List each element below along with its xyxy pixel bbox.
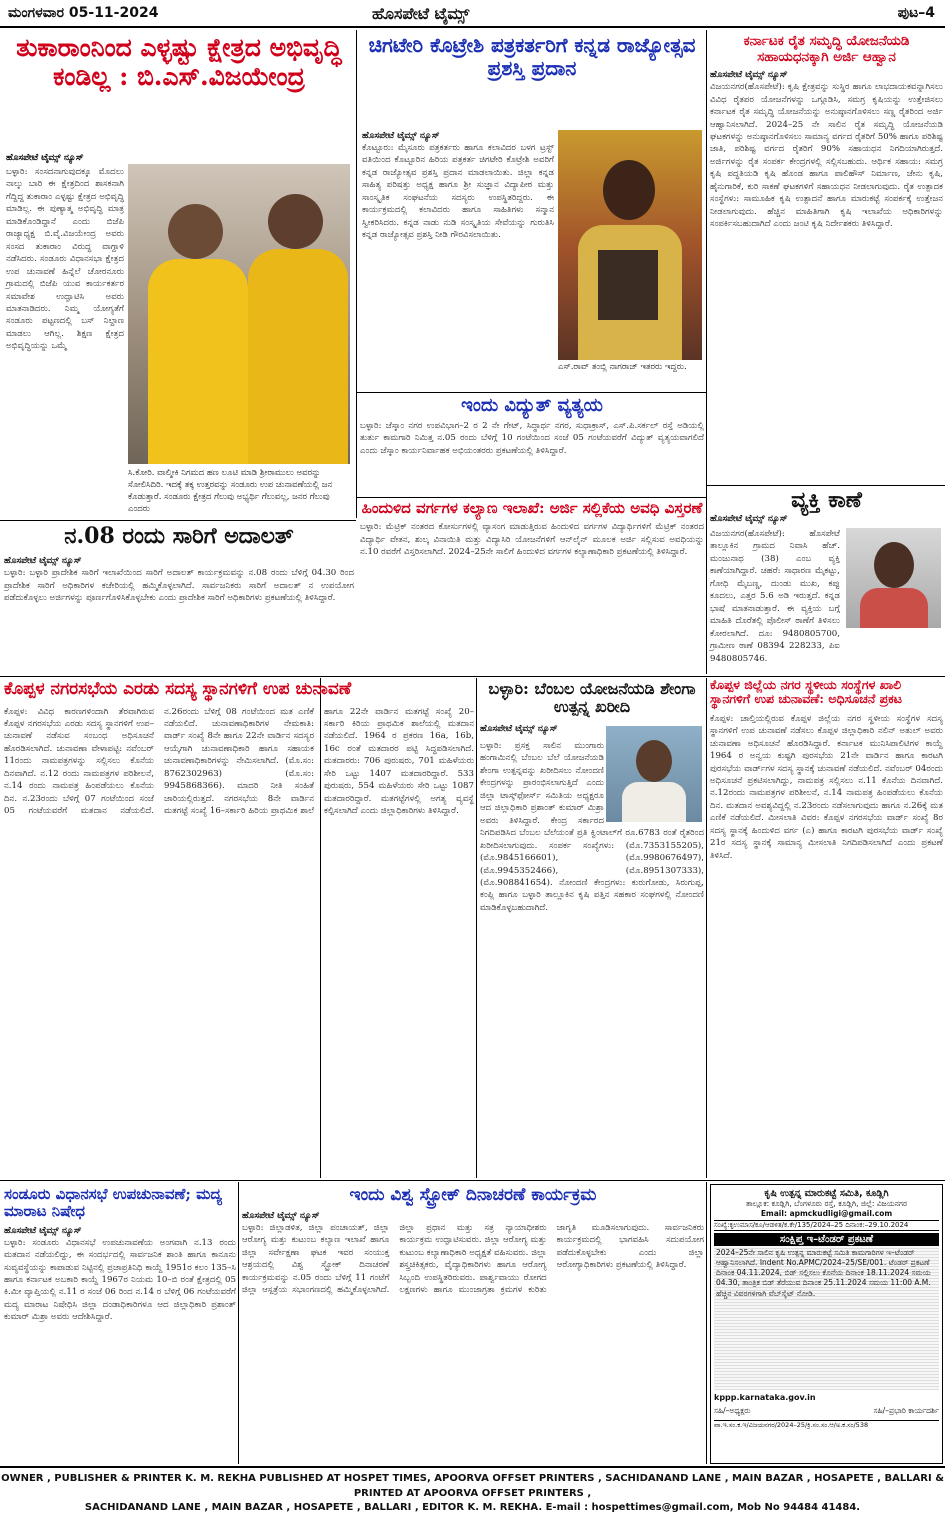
signature-left: ಸಹಿ/–ಅಧ್ಯಕ್ಷರು [714,1406,751,1415]
article-missing-person [710,488,943,674]
article-koppal-ulb-election [710,678,943,1178]
article-award [360,34,704,390]
article-body: ಕೊಪ್ಪಳ: ವಿವಿಧ ಕಾರಣಗಳಿಂದಾಗಿ ತೆರವಾಗಿರುವ ಕೊಪ್ಪಳ ನಗರಸಭೆಯ ಎರಡು ಸದಸ್ಯ ಸ್ಥಾನಗಳಿಗೆ ಉಪ–ಚುನಾವಣೆ ನಡೆಸುವ ಸಂಬಂಧ ಅಧಿಸೂಚನೆ ಹೊರಡಿಸಲಾಗಿದೆ. ಚುನಾವಣಾ ವೇಳಾಪಟ್ಟಿ: ನವೆಂಬರ್ 11ರಂದು ನಾಮಪತ್ರಗಳನ್ನು ಸಲ್ಲಿಸಲು ಕೊನೆಯ ದಿನವಾಗಿದೆ. ನ.12 ರಂದು ನಾಮಪತ್ರಗಳ ಪರಿಶೀಲನೆ, ನ.14 ರಂದು ನಾಮಪತ್ರ ಹಿಂಪಡೆಯಲು ಕೊನೆಯ ದಿನ. ನ.23ರಂದು ಬೆಳಿಗ್ಗೆ 07 ಗಂಟೆಯಿಂದ ಸಂಜೆ 05 ಗಂಟೆಯವರೆಗೆ ಮತದಾನ ನಡೆಯಲಿದೆ. ನ.26ರಂದು ಬೆಳಿಗ್ಗೆ 08 ಗಂಟೆಯಿಂದ ಮತ ಎಣಿಕೆ ನಡೆಯಲಿದೆ. ಚುನಾವಣಾಧಿಕಾರಿಗಳ ನೇಮಕಾತಿ: ವಾರ್ಡ್ ಸಂಖ್ಯೆ 8ನೇ ಹಾಗೂ 22ನೇ ವಾರ್ಡಿನ ಸದಸ್ಯರ ಆಯ್ಕೆಗಾಗಿ ಚುನಾವಣಾಧಿಕಾರಿ ಹಾಗೂ ಸಹಾಯಕ ಚುನಾವಣಾಧಿಕಾರಿಗಳನ್ನು ನೇಮಿಸಲಾಗಿದೆ. (ಮೊ.ಸಂ: 8762302963) (ಮೊ.ಸಂ: 9945868366). ಮಾದರಿ ನೀತಿ ಸಂಹಿತೆ ಜಾರಿಯಲ್ಲಿರುತ್ತದೆ. ನಗರಸಭೆಯ 8ನೇ ವಾರ್ಡಿನ ಮತಗಟ್ಟೆ ಸಂಖ್ಯೆ 16–ಸರ್ಕಾರಿ ಹಿರಿಯ ಪ್ರಾಥಮಿಕ ಶಾಲೆ ಹಾಗೂ 22ನೇ ವಾರ್ಡಿನ ಮತಗಟ್ಟೆ ಸಂಖ್ಯೆ 20–ಸರ್ಕಾರಿ ಕಿರಿಯ ಪ್ರಾಥಮಿಕ ಶಾಲೆಯಲ್ಲಿ ಮತದಾನ ನಡೆಯಲಿದೆ. 1964 ರ ಪ್ರಕರಣ 16a, 16b, 16c ರಂತೆ ಮತದಾರರ ಪಟ್ಟಿ ಸಿದ್ಧಪಡಿಸಲಾಗಿದೆ. ಮತದಾರರು: 706 ಪುರುಷರು, 701 ಮಹಿಳೆಯರು ಸೇರಿ ಒಟ್ಟು 1407 ಮತದಾರರಿದ್ದಾರೆ. 533 ಪುರುಷರು, 554 ಮಹಿಳೆಯರು ಸೇರಿ ಒಟ್ಟು 1087 ಮತದಾರರಿದ್ದಾರೆ. ಮತಗಟ್ಟೆಗಳಲ್ಲಿ ಅಗತ್ಯ ವ್ಯವಸ್ಥೆ ಕಲ್ಪಿಸಲಾಗಿದೆ ಎಂದು ಜಿಲ್ಲಾಧಿಕಾರಿಗಳು ತಿಳಿಸಿದ್ದಾರೆ. [4,706,474,817]
article-raitha-samruddhi [710,34,943,484]
headline[interactable]: ಚಿಗಟೇರಿ ಕೊಟ್ರೇಶಿ ಪತ್ರಕರ್ತರಿಗೆ ಕನ್ನಡ ರಾಜ್ಯೋತ್ಸವ ಪ್ರಶಸ್ತಿ ಪ್ರದಾನ [368,33,696,80]
imprint-footer [0,1466,945,1513]
article-body: ಬಳ್ಳಾರಿ: ಮೆಟ್ರಿಕ್ ನಂತರದ ಕೋರ್ಸುಗಳಲ್ಲಿ ವ್ಯಾಸಂಗ ಮಾಡುತ್ತಿರುವ ಹಿಂದುಳಿದ ವರ್ಗಗಳ ವಿದ್ಯಾರ್ಥಿಗಳಿಗೆ ಮೆಟ್ರಿಕ್ ನಂತರದ ವಿದ್ಯಾರ್ಥಿ ವೇತನ, ಶುಲ್ಕ ವಿನಾಯಿತಿ ಮತ್ತು ವಿದ್ಯಾಸಿರಿ ಯೋಜನೆಗಳಿಗೆ ಆನ್‌ಲೈನ್ ಮೂಲಕ ಅರ್ಜಿ ಸಲ್ಲಿಸುವ ಅವಧಿಯನ್ನು ನ.10 ರವರೆಗೆ ವಿಸ್ತರಿಸಲಾಗಿದೆ. 2024–25ನೇ ಸಾಲಿಗೆ ಹಿಂದುಳಿದ ವರ್ಗಗಳ ಕಲ್ಯಾಣಾಧಿಕಾರಿ ಪ್ರಕಟಣೆಯಲ್ಲಿ ತಿಳಿಸಿದ್ದಾರೆ. [360,522,704,558]
article-koppal-by-election [4,680,474,1178]
imprint-line-2: SACHIDANAND LANE , MAIN BAZAR , HOSAPETE , BALLARI , EDITOR K. M. REKHA. E-mail : hospettimes@gmail.com, Mob No 94484 41484. [84,1502,861,1513]
tender-notice [710,1184,943,1464]
headline[interactable]: ತುಕಾರಾಂನಿಂದ ಎಳ್ಳಷ್ಟು ಕ್ಷೇತ್ರದ ಅಭಿವೃದ್ಧಿ ಕಂಡಿಲ್ಲ : ಬಿ.ಎಸ್.ವಿಜಯೇಂದ್ರ [16,33,342,91]
byline: ಹೊಸಪೇಟೆ ಟೈಮ್ಸ್ ನ್ಯೂಸ್ [710,514,788,525]
tender-heading: ಸಂಕ್ಷಿಪ್ತ ಇ–ಟೆಂಡರ್ ಪ್ರಕಟಣೆ [714,1233,939,1246]
article-bc-welfare [360,500,704,674]
byline: ಹೊಸಪೇಟೆ ಟೈಮ್ಸ್ ನ್ಯೂಸ್ [242,1210,320,1221]
headline[interactable]: ಬಳ್ಳಾರಿ: ಬೆಂಬಲ ಯೋಜನೆಯಡಿ ಶೇಂಗಾ ಉತ್ಪನ್ನ ಖರೀದಿ [488,679,696,717]
byline: ಹೊಸಪೇಟೆ ಟೈಮ್ಸ್ ನ್ಯೂಸ್ [362,131,440,141]
article-photo [128,164,350,464]
tender-ref: ಸಂಖ್ಯೆ:ಕೃಉಮಾಸ/ಕೂ/ಆಡಳಿತ/ಕ.ಕೇ/135/2024–25 ದಿನಾಂಕ:–29.10.2024 [714,1220,939,1231]
article-body: ಬಳ್ಳಾರಿ: ಸಂಡೂರು ವಿಧಾನಸಭೆ ಉಪಚುನಾವಣೆಯ ಅಂಗವಾಗಿ ನ.13 ರಂದು ಮತದಾನ ನಡೆಯಲಿದ್ದು, ಈ ಸಂದರ್ಭದಲ್ಲಿ ಸಾರ್ವಜನಿಕ ಶಾಂತಿ ಹಾಗೂ ಕಾನೂನು ಸುವ್ಯವಸ್ಥೆಯನ್ನು ಕಾಪಾಡುವ ನಿಟ್ಟಿನಲ್ಲಿ ಪ್ರಜಾಪ್ರತಿನಿಧಿ ಕಾಯ್ದೆ 1951ರ ಕಲಂ 135–ಸಿ ಹಾಗೂ ಕರ್ನಾಟಕ ಅಬಕಾರಿ ಕಾಯ್ದೆ 1967ರ ನಿಯಮ 10–ಬಿ ರಂತೆ ಕ್ಷೇತ್ರದಲ್ಲಿ 05 ಕಿ.ಮೀ ವ್ಯಾಪ್ತಿಯಲ್ಲಿ ನ.11 ರ ಸಂಜೆ 06 ರಿಂದ ನ.14 ರ ಬೆಳಿಗ್ಗೆ 06 ಗಂಟೆಯವರೆಗೆ ಮದ್ಯ ಮಾರಾಟ ನಿಷೇಧಿಸಿ ಜಿಲ್ಲಾ ದಂಡಾಧಿಕಾರಿಗಳೂ ಆದ ಜಿಲ್ಲಾಧಿಕಾರಿ ಪ್ರಶಾಂತ್ ಕುಮಾರ್ ಮಿಶ್ರಾ ಅವರು ಆದೇಶಿಸಿದ್ದಾರೆ. [4,1237,236,1323]
tender-website[interactable]: kppp.karnataka.gov.in [714,1393,816,1402]
article-body: ಕೊಟ್ಟೂರು: ಮೈಸೂರು ಪತ್ರಕರ್ತರು ಹಾಗೂ ಕಲಾವಿದರ ಬಳಗ ಟ್ರಸ್ಟ್ ವತಿಯಿಂದ ಕೊಟ್ಟೂರಿನ ಹಿರಿಯ ಪತ್ರಕರ್ತ ಚಿಗಟೇರಿ ಕೊಟ್ರೇಶಿ ಅವರಿಗೆ ಕನ್ನಡ ರಾಜ್ಯೋತ್ಸವ ಪ್ರಶಸ್ತಿ ಪ್ರದಾನ ಮಾಡಲಾಯಿತು. ಜಿಲ್ಲಾ ಕನ್ನಡ ಸಾಹಿತ್ಯ ಪರಿಷತ್ತು ಅಧ್ಯಕ್ಷ ಹಾಗೂ ಶ್ರೀ ಸುಜ್ಞಾನ ವಿದ್ಯಾಪೀಠ ಮತ್ತು ಸಾಂಸ್ಕೃತಿಕ ಸಂಘಟನೆಯ ಸದಸ್ಯರು ಉಪಸ್ಥಿತರಿದ್ದರು. ಈ ಕಾರ್ಯಕ್ರಮದಲ್ಲಿ ಕಲಾವಿದರು ಹಾಗೂ ಸಾಹಿತಿಗಳು ಸನ್ಮಾನ ಸ್ವೀಕರಿಸಿದರು. ಕನ್ನಡ ನಾಡು ನುಡಿ ಸಂಸ್ಕೃತಿಯ ಸೇವೆಯನ್ನು ಗುರುತಿಸಿ ಕನ್ನಡ ರಾಜ್ಯೋತ್ಸವ ಪ್ರಶಸ್ತಿ ನೀಡಿ ಗೌರವಿಸಲಾಯಿತು. [362,143,554,241]
byline: ಹೊಸಪೇಟೆ ಟೈಮ್ಸ್ ನ್ಯೂಸ್ [480,723,558,734]
issue-date: ಮಂಗಳವಾರ 05-11-2024 [8,5,159,21]
article-body: ಬಳ್ಳಾರಿ: ಸಂಸದನಾಗುವುದಕ್ಕೂ ಮೊದಲು ನಾಲ್ಕು ಬಾರಿ ಈ ಕ್ಷೇತ್ರದಿಂದ ಶಾಸಕನಾಗಿ ಗೆದ್ದಿದ್ದ ತುಕಾರಾಂ ಎಳ್ಳಷ್ಟು ಕ್ಷೇತ್ರದ ಅಭಿವೃದ್ಧಿ ಮಾಡಿಲ್ಲ. ಈ ಪುಣ್ಯಾತ್ಮ ಅಭಿವೃದ್ಧಿ ಮಾತ್ರ ಮಾಡಿಕೊಂಡಿದ್ದಾನೆ ಎಂದು ಬಿಜೆಪಿ ರಾಜ್ಯಾಧ್ಯಕ್ಷ ಬಿ.ವೈ.ವಿಜಯೇಂದ್ರ ಅವರು ಸಂಸದ ತುಕಾರಾಂ ವಿರುದ್ಧ ವಾಗ್ದಾಳಿ ನಡೆಸಿದರು. ಸಂಡೂರು ವಿಧಾನಸಭಾ ಕ್ಷೇತ್ರದ ಉಪ ಚುನಾವಣೆ ಹಿನ್ನೆಲೆ ಚೋರನೂರು ಗ್ರಾಮದಲ್ಲಿ ಬಿಜೆಪಿ ಯುವ ಕಾರ್ಯಕರ್ತರ ಸಮಾವೇಶ ಉದ್ಘಾಟಿಸಿ ಅವರು ಮಾತನಾಡಿದರು. ನಿಮ್ಮ ಯೋಗ್ಯತೆಗೆ ಸಂಡೂರು ಪಟ್ಟಣದಲ್ಲಿ ಬಸ್ ನಿಲ್ದಾಣ ಮಾಡಲು ಆಗಿಲ್ಲ. ಶಿಕ್ಷಣ ಕ್ಷೇತ್ರದ ಅಭಿವೃದ್ಧಿಯನ್ನು ಒಮ್ಮೆ [6,167,124,352]
page-number: ಪುಟ–4 [897,5,935,21]
article-vijayendra [4,34,354,518]
article-liquor-ban [4,1186,236,1464]
headline[interactable]: ಸಂಡೂರು ವಿಧಾನಸಭೆ ಉಪಚುನಾವಣೆ; ಮದ್ಯ ಮಾರಾಟ ನಿಷೇಧ [4,1185,223,1221]
headline[interactable]: ಕೊಪ್ಪಳ ಜಿಲ್ಲೆಯ ನಗರ ಸ್ಥಳೀಯ ಸಂಸ್ಥೆಗಳ ಖಾಲಿ ಸ್ಥಾನಗಳಿಗೆ ಉಪ ಚುನಾವಣೆ: ಅಧಿಸೂಚನೆ ಪ್ರಕಟ [710,677,902,707]
tender-org: ಕೃಷಿ ಉತ್ಪನ್ನ ಮಾರುಕಟ್ಟೆ ಸಮಿತಿ, ಕೂಡ್ಲಿಗಿ [764,1188,889,1199]
article-body-text: ಬಳ್ಳಾರಿ: ಪ್ರಸಕ್ತ ಸಾಲಿನ ಮುಂಗಾರು ಹಂಗಾಮಿನಲ್ಲಿ ಬೆಂಬಲ ಬೆಲೆ ಯೋಜನೆಯಡಿ ಶೇಂಗಾ ಉತ್ಪನ್ನವನ್ನು ಖರೀದಿಸಲು ನೋಂದಣಿ ಕೇಂದ್ರಗಳನ್ನು ಪ್ರಾರಂಭಿಸಲಾಗುತ್ತಿದೆ ಎಂದು ಜಿಲ್ಲಾ ಟಾಸ್ಕ್‌ಫೋರ್ಸ್ ಸಮಿತಿಯ ಅಧ್ಯಕ್ಷರೂ ಆದ ಜಿಲ್ಲಾಧಿಕಾರಿ ಪ್ರಶಾಂತ್ ಕುಮಾರ್ ಮಿಶ್ರಾ ಅವರು ತಿಳಿಸಿದ್ದಾರೆ. ಕೇಂದ್ರ ಸರ್ಕಾರದ ನಿಗದಿಪಡಿಸಿದ ಬೆಂಬಲ ಬೆಲೆಯಂತೆ ಪ್ರತಿ ಕ್ವಿಂಟಾಲ್‌ಗೆ ರೂ.6783 ರಂತೆ ರೈತರಿಂದ ಖರೀದಿಸಲಾಗುವುದು. ಸಂಪರ್ಕ ಸಂಖ್ಯೆಗಳು: (ಮೊ.7353155205), (ಮೊ.9845166601), (ಮೊ.9980676497), (ಮೊ.9945352466), (ಮೊ.8951307333), (ಮೊ.908841654). ನೋಂದಣಿ ಕೇಂದ್ರಗಳು: ಕುರುಗೋಡು, ಸಿರುಗುಪ್ಪ, ಕಂಪ್ಲಿ ಹಾಗೂ ಬಳ್ಳಾರಿ ತಾಲ್ಲೂಕಿನ ಕೃಷಿ ಪತ್ತಿನ ಸಹಕಾರ ಸಂಘಗಳಲ್ಲಿ ನೋಂದಣಿ ಮಾಡಿಕೊಳ್ಳಬಹುದಾಗಿದೆ. [480,741,704,913]
article-body: ಕೊಪ್ಪಳ: ಚಾಲ್ತಿಯಲ್ಲಿರುವ ಕೊಪ್ಪಳ ಜಿಲ್ಲೆಯ ನಗರ ಸ್ಥಳೀಯ ಸಂಸ್ಥೆಗಳ ಸದಸ್ಯ ಸ್ಥಾನಗಳಿಗೆ ಉಪ ಚುನಾವಣೆ ನಡೆಸಲು ಕೊಪ್ಪಳ ಜಿಲ್ಲಾಧಿಕಾರಿ ನಲಿನ್ ಅತುಲ್ ಅವರು ಚುನಾವಣಾ ಅಧಿಸೂಚನೆ ಹೊರಡಿಸಿದ್ದಾರೆ. ಕರ್ನಾಟಕ ಮುನಿಸಿಪಾಲಿಟಿಗಳ ಕಾಯ್ದೆ 1964 ರ ಅನ್ವಯ ಕುಷ್ಟಗಿ ಪುರಸಭೆಯ 21ನೇ ವಾರ್ಡಿನ ಹಾಗೂ ಕಾರಟಗಿ ಪುರಸಭೆಯ ವಾರ್ಡ್‌ಗಳ ಸದಸ್ಯ ಸ್ಥಾನಕ್ಕೆ ಚುನಾವಣೆ ನಡೆಯಲಿದೆ. ನವೆಂಬರ್ 04ರಂದು ಅಧಿಸೂಚನೆ ಪ್ರಕಟಿಸಲಾಗಿದ್ದು, ನಾಮಪತ್ರ ಸಲ್ಲಿಸಲು ನ.11 ಕೊನೆಯ ದಿನವಾಗಿದೆ. ನ.12ರಂದು ನಾಮಪತ್ರಗಳ ಪರಿಶೀಲನೆ, ನ.14 ನಾಮಪತ್ರ ಹಿಂಪಡೆಯಲು ಕೊನೆಯ ದಿನ. ಮತದಾನ ಅವಶ್ಯವಿದ್ದಲ್ಲಿ ನ.23ರಂದು ನಡೆಸಲಾಗುವುದು ಹಾಗೂ ನ.26ಕ್ಕೆ ಮತ ಎಣಿಕೆ ನಡೆಯಲಿದೆ. ಮೀಸಲಾತಿ ವಿವರ: ಕೊಪ್ಪಳ ನಗರಸಭೆಯ ವಾರ್ಡ್ ಸಂಖ್ಯೆ 8ರ ಸದಸ್ಯ ಸ್ಥಾನಕ್ಕೆ ಹಿಂದುಳಿದ ವರ್ಗ (ಎ) ಹಾಗೂ ಕಾರಟಗಿ ಪುರಸಭೆಯ ವಾರ್ಡ್ ಸಂಖ್ಯೆ 21ರ ಸದಸ್ಯ ಸ್ಥಾನಕ್ಕೆ ಸಾಮಾನ್ಯ ಮೀಸಲಾತಿ ನಿಗದಿಪಡಿಸಲಾಗಿದೆ ಎಂದು ಪ್ರಕಟಣೆ ತಿಳಿಸಿದೆ. [710,713,943,861]
page-header [0,0,945,28]
headline[interactable]: ಇಂದು ವಿದ್ಯುತ್ ವ್ಯತ್ಯಯ [461,395,603,416]
byline: ಹೊಸಪೇಟೆ ಟೈಮ್ಸ್ ನ್ಯೂಸ್ [4,1225,82,1236]
headline[interactable]: ವ್ಯಕ್ತಿ ಕಾಣೆ [791,487,862,513]
signature-right: ಸಹಿ/–ಪ್ರಭಾರಿ ಕಾರ್ಯದರ್ಶಿ [873,1406,939,1415]
article-stroke-day [242,1186,704,1464]
article-transport-adalat [4,524,354,674]
tender-footer-ref: ವಾ.ಇ.ಸಂ.ಕ.ಇ/ವಿಜಯನಗರ/2024–25/ಕ್ರಿ.ಸಂ.ಸಂ.ಆ/ಅ.ಕ.ಸಂ/538 [714,1420,939,1430]
photo-caption: ಎಸ್.ರಾವ್ ತಂಬ್ಲಿ ನಾಗರಾಜ್ ಇತರರು ಇದ್ದರು. [558,362,687,372]
headline[interactable]: ಇಂದು ವಿಶ್ವ ಸ್ಟ್ರೋಕ್ ದಿನಾಚರಣೆ ಕಾರ್ಯಕ್ರಮ [349,1185,597,1205]
article-photo [558,130,702,360]
headline[interactable]: ಹಿಂದುಳಿದ ವರ್ಗಗಳ ಕಲ್ಯಾಣ ಇಲಾಖೆ: ಅರ್ಜಿ ಸಲ್ಲಿಕೆಯ ಅವಧಿ ವಿಸ್ತರಣೆ [361,499,703,517]
article-power-cut [360,396,704,496]
article-body: ಬಳ್ಳಾರಿ: ಜೆಸ್ಕಾಂ ನಗರ ಉಪವಿಭಾಗ–2 ರ 2 ನೇ ಗೇಟ್, ಸಿದ್ಧಾರ್ಥ ನಗರ, ಸುಧಾಕ್ರಾಸ್, ಎಸ್.ಪಿ.ಸರ್ಕಲ್ ರಸ್ತೆ ಅಡಿಯಲ್ಲಿ ತುರ್ತು ಕಾಮಗಾರಿ ನಿಮಿತ್ತ ನ.05 ರಂದು ಬೆಳಿಗ್ಗೆ 10 ಗಂಟೆಯಿಂದ ಸಂಜೆ 05 ಗಂಟೆಯವರೆಗೆ ವಿದ್ಯುತ್ ವ್ಯತ್ಯಯವಾಗಲಿದೆ ಎಂದು ಜೆಸ್ಕಾಂ ಕಾರ್ಯನಿರ್ವಾಹಕ ಅಭಿಯಂತರರು ಪ್ರಕಟಣೆಯಲ್ಲಿ ತಿಳಿಸಿದ್ದಾರೆ. [360,420,704,456]
tender-body: 2024–25ನೇ ಸಾಲಿನ ಕೃಷಿ ಉತ್ಪನ್ನ ಮಾರುಕಟ್ಟೆ ಸಮಿತಿ ಕಾಮಗಾರಿಗಳ ಇ–ಟೆಂಡರ್ ಆಹ್ವಾನಿಸಲಾಗಿದೆ. Indent No.APMC/2024–25/SE/001. ಟೆಂಡರ್ ಪ್ರಕಟಣೆ ದಿನಾಂಕ 04.11.2024, ಬಿಡ್ ಸಲ್ಲಿಸಲು ಕೊನೆಯ ದಿನಾಂಕ 18.11.2024 ಸಮಯ 04.30, ತಾಂತ್ರಿಕ ಬಿಡ್ ತೆರೆಯುವ ದಿನಾಂಕ 25.11.2024 ಸಮಯ 11:00 A.M. ಹೆಚ್ಚಿನ ವಿವರಗಳಿಗಾಗಿ ವೆಬ್‌ಸೈಟ್ ನೋಡಿ. [714,1246,939,1390]
imprint-line-1: OWNER , PUBLISHER & PRINTER K. M. REKHA PUBLISHED AT HOSPET TIMES, APOORVA OFFSET PRINTERS , SACHIDANAND LANE , MAIN BAZAR , HOSAPETE , BALLARI & PRINTED AT APOORVA OFFSET PRINTERS , [1,1473,944,1499]
headline[interactable]: ಕೊಪ್ಪಳ ನಗರಸಭೆಯ ಎರಡು ಸದಸ್ಯ ಸ್ಥಾನಗಳಿಗೆ ಉಪ ಚುನಾವಣೆ [4,679,352,699]
article-groundnut-procurement [480,680,704,1178]
masthead: ಹೊಸಪೇಟೆ ಟೈಮ್ಸ್ [372,4,470,23]
byline: ಹೊಸಪೇಟೆ ಟೈಮ್ಸ್ ನ್ಯೂಸ್ [6,153,84,163]
article-body: ವಿಜಯನಗರ(ಹೊಸಪೇಟೆ): ಕೃಷಿ ಕ್ಷೇತ್ರವನ್ನು ಸುಸ್ಥಿರ ಹಾಗೂ ಲಾಭದಾಯಕವನ್ನಾಗಿಸಲು ವಿವಿಧ ರೈತಪರ ಯೋಜನೆಗಳನ್ನು ಒಗ್ಗೂಡಿಸಿ, ಸಮಗ್ರ ಕೃಷಿಯನ್ನು ಉತ್ತೇಜಿಸಲು ಕರ್ನಾಟಕ ರೈತ ಸಮೃದ್ಧಿ ಯೋಜನೆಯನ್ನು ಅನುಷ್ಠಾನಗೊಳಿಸಲು ಸಣ್ಣ ರೈತರಿಂದ ಅರ್ಜಿ ಆಹ್ವಾನಿಸಲಾಗಿದೆ. 2024–25 ನೇ ಸಾಲಿನ ರೈತ ಸಮೃದ್ಧಿ ಯೋಜನೆಯಡಿ ಘಟಕಗಳನ್ನು ಅನುಷ್ಠಾನಗೊಳಿಸಲು ಸಾಮಾನ್ಯ ವರ್ಗದ ರೈತರಿಗೆ 50% ಹಾಗೂ ಪರಿಶಿಷ್ಟ ಜಾತಿ, ಪರಿಶಿಷ್ಟ ವರ್ಗದ ರೈತರಿಗೆ 90% ಸಹಾಯಧನ ನಿಗದಿಯಾಗಿರುತ್ತದೆ. ಅರ್ಜಿಗಳನ್ನು ರೈತ ಸಂಪರ್ಕ ಕೇಂದ್ರಗಳಲ್ಲಿ ಸಲ್ಲಿಸಬಹುದು. ಆರ್ಥಿಕ ಸಹಾಯ: ಸಮಗ್ರ ಕೃಷಿ ಪದ್ಧತಿಯಡಿ ಕೃಷಿ ಹೊಂಡ ಹಾಗೂ ಪಾಲಿಹೌಸ್ ನಿರ್ಮಾಣ, ಜೇನು ಕೃಷಿ, ಹೈನುಗಾರಿಕೆ, ಕುರಿ ಸಾಕಣೆ ಘಟಕಗಳಿಗೆ ಸಹಾಯಧನ ನೀಡಲಾಗುವುದು. ರೈತ ಉತ್ಪಾದಕ ಸಂಸ್ಥೆಗಳು: ಸಾಮೂಹಿಕ ಕೃಷಿ ಉತ್ಪಾದನೆ ಹಾಗೂ ಮಾರುಕಟ್ಟೆ ಸಂಪರ್ಕಕ್ಕೆ ಉತ್ತೇಜನ ನೀಡಲಾಗುವುದು. ಹೆಚ್ಚಿನ ಮಾಹಿತಿಗಾಗಿ ಕೃಷಿ ಇಲಾಖೆಯ ಅಧಿಕಾರಿಗಳನ್ನು ಸಂಪರ್ಕಿಸಬಹುದಾಗಿದೆ ಎಂದು ಜಂಟಿ ಕೃಷಿ ನಿರ್ದೇಶಕರು ತಿಳಿಸಿದ್ದಾರೆ. [710,82,943,230]
byline: ಹೊಸಪೇಟೆ ಟೈಮ್ಸ್ ನ್ಯೂಸ್ [710,70,788,81]
article-body [480,740,704,1176]
photo-caption: ಸಿ.ಕೋರಿ. ವಾಲ್ಮೀಕಿ ನಿಗಮದ ಹಣ ಲೂಟಿ ಮಾಡಿ ಶ್ರೀರಾಮುಲು ಅವರನ್ನು ಸೋಲಿಸಿದಿರಿ. ಇದಕ್ಕೆ ತಕ್ಕ ಉತ್ತರವನ್ನು ಸಂಡೂರು ಉಪ ಚುನಾವಣೆಯಲ್ಲಿ ಜನ ಕೊಡುತ್ತಾರೆ. ಸಂಡೂರು ಕ್ಷೇತ್ರದ ಗೆಲುವು ಅಭ್ಯರ್ಥಿ ಗೆಲುವಲ್ಲ, ಜನರ ಗೆಲುವು ಎಂದರು [128,468,333,514]
article-body: ಬಳ್ಳಾರಿ: ಬಳ್ಳಾರಿ ಪ್ರಾದೇಶಿಕ ಸಾರಿಗೆ ಇಲಾಖೆಯಿಂದ ಸಾರಿಗೆ ಅದಾಲತ್ ಕಾರ್ಯಕ್ರಮವನ್ನು ನ.08 ರಂದು ಬೆಳಿಗ್ಗೆ 04.30 ರಿಂದ ಪ್ರಾದೇಶಿಕ ಸಾರಿಗೆ ಅಧಿಕಾರಿಗಳ ಕಚೇರಿಯಲ್ಲಿ ಹಮ್ಮಿಕೊಳ್ಳಲಾಗಿದೆ. ಸಾರ್ವಜನಿಕರು ಸಾರಿಗೆ ಅದಾಲತ್ ನ ಉಪಯೋಗ ಪಡೆದುಕೊಳ್ಳಲು ಅರ್ಜಿಗಳನ್ನು ಪೂರ್ಣಗೊಳಿಸಿಕೊಳ್ಳಬೇಕು ಎಂದು ಪ್ರಾದೇಶಿಕ ಸಾರಿಗೆ ಅಧಿಕಾರಿಗಳು ಪ್ರಕಟಣೆಯಲ್ಲಿ ತಿಳಿಸಿದ್ದಾರೆ. [4,568,354,604]
headline[interactable]: ಕರ್ನಾಟಕ ರೈತ ಸಮೃದ್ಧಿ ಯೋಜನೆಯಡಿ ಸಹಾಯಧನಕ್ಕಾಗಿ ಅರ್ಜಿ ಆಹ್ವಾನ [743,33,910,65]
tender-address: ತಾಲ್ಲೂಕ: ಕೂಡ್ಲಿಗಿ, ಬೆಂಗಳೂರು ರಸ್ತೆ, ಕೂಡ್ಲಿಗಿ, ಜಿಲ್ಲೆ: ವಿಜಯನಗರ [746,1199,907,1208]
article-body: ವಿಜಯನಗರ(ಹೊಸಪೇಟೆ): ಹೊಸಪೇಟೆ ತಾಲ್ಲೂಕಿನ ಗ್ರಾಮದ ನಿವಾಸಿ ಹೆಚ್. ಮಂಜುನಾಥ (38) ಎಂಬ ವ್ಯಕ್ತಿ ಕಾಣೆಯಾಗಿದ್ದಾರೆ. ಚಹರೆ: ಸಾಧಾರಣ ಮೈಕಟ್ಟು, ಗೋಧಿ ಮೈಬಣ್ಣ, ದುಂಡು ಮುಖ, ಕಪ್ಪು ಕೂದಲು, ಎತ್ತರ 5.6 ಅಡಿ ಇರುತ್ತದೆ. ಕನ್ನಡ ಭಾಷೆ ಮಾತನಾಡುತ್ತಾರೆ. ಈ ವ್ಯಕ್ತಿಯ ಬಗ್ಗೆ ಮಾಹಿತಿ ದೊರೆತಲ್ಲಿ ಪೊಲೀಸ್ ಠಾಣೆಗೆ ತಿಳಿಸಲು ಕೋರಲಾಗಿದೆ. ದೂ: 9480805700, ಗ್ರಾಮೀಣ ಠಾಣೆ 08394 228233, ಪಿಐ 9480805746. [710,529,840,664]
missing-person-photo [846,528,941,628]
tender-email[interactable]: Email: apmckudligi@gmail.com [760,1209,893,1218]
headline[interactable]: ನ.08 ರಂದು ಸಾರಿಗೆ ಅದಾಲತ್ [64,523,294,549]
byline: ಹೊಸಪೇಟೆ ಟೈಮ್ಸ್ ನ್ಯೂಸ್ [4,556,82,567]
article-body: ಬಳ್ಳಾರಿ: ಜಿಲ್ಲಾಡಳಿತ, ಜಿಲ್ಲಾ ಪಂಚಾಯತ್, ಜಿಲ್ಲಾ ಆರೋಗ್ಯ ಮತ್ತು ಕುಟುಂಬ ಕಲ್ಯಾಣ ಇಲಾಖೆ ಹಾಗೂ ಜಿಲ್ಲಾ ಸರ್ವೇಕ್ಷಣಾ ಘಟಕ ಇವರ ಸಂಯುಕ್ತ ಆಶ್ರಯದಲ್ಲಿ ವಿಶ್ವ ಸ್ಟ್ರೋಕ್ ದಿನಾಚರಣೆ ಕಾರ್ಯಕ್ರಮವನ್ನು ನ.05 ರಂದು ಬೆಳಿಗ್ಗೆ 11 ಗಂಟೆಗೆ ಜಿಲ್ಲಾ ಆಸ್ಪತ್ರೆಯ ಸಭಾಂಗಣದಲ್ಲಿ ಹಮ್ಮಿಕೊಳ್ಳಲಾಗಿದೆ. ಜಿಲ್ಲಾ ಪ್ರಧಾನ ಮತ್ತು ಸತ್ರ ನ್ಯಾಯಾಧೀಶರು ಕಾರ್ಯಕ್ರಮ ಉದ್ಘಾಟಿಸುವರು. ಜಿಲ್ಲಾ ಆರೋಗ್ಯ ಮತ್ತು ಕುಟುಂಬ ಕಲ್ಯಾಣಾಧಿಕಾರಿ ಅಧ್ಯಕ್ಷತೆ ವಹಿಸುವರು. ಜಿಲ್ಲಾ ಶಸ್ತ್ರಚಿಕಿತ್ಸಕರು, ವೈದ್ಯಾಧಿಕಾರಿಗಳು ಹಾಗೂ ಆರೋಗ್ಯ ಸಿಬ್ಬಂದಿ ಉಪಸ್ಥಿತರಿರುವರು. ಪಾರ್ಶ್ವವಾಯು ರೋಗದ ಲಕ್ಷಣಗಳು ಹಾಗೂ ಮುಂಜಾಗ್ರತಾ ಕ್ರಮಗಳ ಕುರಿತು ಜಾಗೃತಿ ಮೂಡಿಸಲಾಗುವುದು. ಸಾರ್ವಜನಿಕರು ಕಾರ್ಯಕ್ರಮದಲ್ಲಿ ಭಾಗವಹಿಸಿ ಸದುಪಯೋಗ ಪಡೆದುಕೊಳ್ಳಬೇಕು ಎಂದು ಜಿಲ್ಲಾ ಆರೋಗ್ಯಾಧಿಕಾರಿಗಳು ಪ್ರಕಟಣೆಯಲ್ಲಿ ತಿಳಿಸಿದ್ದಾರೆ. [242,1222,704,1295]
